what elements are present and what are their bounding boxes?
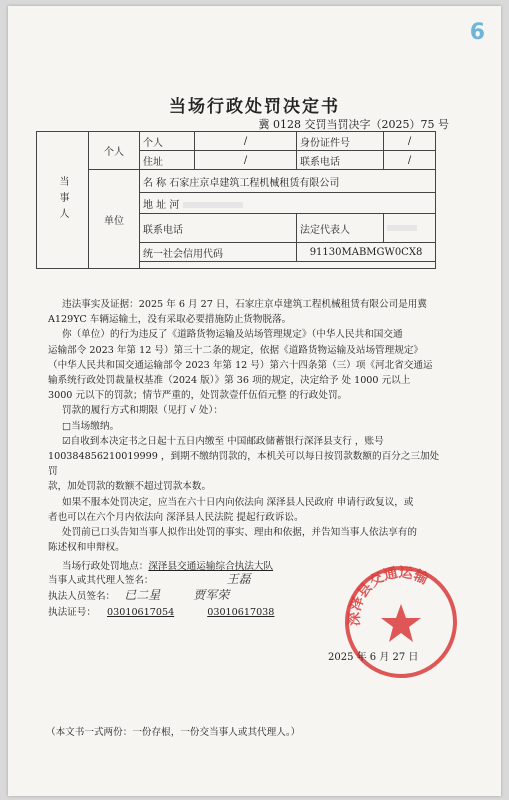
unit-legal-rep-label: 法定代表人 — [297, 214, 384, 243]
payment-title: 罚款的履行方式和期限（见打 √ 处）： — [62, 405, 223, 417]
unit-address-label: 地 址 — [143, 199, 167, 211]
unit-name-label: 名 称 — [143, 177, 167, 189]
footer-note: （本文书一式两份：一份存根，一份交当事人或其代理人。） — [46, 727, 301, 738]
unit-name-row — [140, 170, 436, 193]
violation-line: 你（单位）的行为违反了《道路货物运输及站场管理规定》（中华人民共和国交通 — [62, 329, 403, 341]
cert-number-1: 03010617054 — [107, 607, 175, 618]
individual-phone-label: 联系电话 — [297, 151, 384, 170]
party-info-table — [36, 131, 436, 269]
officer-signature-label: 执法人员签名： — [48, 591, 116, 602]
svg-text:深泽县交通运输 — [346, 564, 431, 626]
officer-signature-row — [48, 586, 229, 603]
payment-line: 款，加处罚款的数额不超过罚款本数。 — [48, 481, 212, 493]
individual-address-value: / — [195, 151, 297, 170]
violation-line: 运输部令 2023 年第 12 号）第三十二条的规定，依据《道路货物运输及站场管理规定》 — [48, 344, 424, 356]
payment-option-bank: ☑自收到本决定书之日起十五日内缴至 中国邮政储蓄银行深泽县支行 ，账号 — [62, 435, 384, 447]
unit-credit-code-value: 91130MABMGW0CX8 — [297, 243, 436, 262]
cert-label: 执法证号： — [48, 607, 96, 618]
fact-line: A129YC 车辆运输土，没有采取必要措施防止货物脱落。 — [48, 314, 292, 326]
document-title: 当场行政处罚决定书 — [169, 97, 340, 117]
appeal-line: 陈述权和申辩权。 — [48, 542, 125, 554]
cert-number-2: 03010617038 — [207, 607, 275, 618]
unit-address-value: 河 — [169, 199, 180, 211]
official-seal — [341, 562, 461, 682]
violation-line: 3000 元以下的罚款；情节严重的，处罚款壹仟伍佰元整 的行政处罚。 — [48, 390, 348, 402]
individual-name-value: / — [195, 132, 297, 151]
fact-line: 违法事实及证据：2025 年 6 月 27 日，石家庄京卓建筑工程机械租赁有限公司是用冀 — [62, 299, 427, 310]
individual-name-label: 个人 — [140, 132, 195, 151]
location-label: 当场行政处罚地点： — [62, 561, 149, 573]
party-signature-label: 当事人或其代理人签名： — [48, 575, 154, 586]
individual-phone-value: / — [384, 151, 436, 170]
unit-section-label: 单位 — [89, 170, 140, 269]
unit-name-value: 石家庄京卓建筑工程机械租赁有限公司 — [169, 177, 340, 189]
payment-option-onsite: □当场缴纳。 — [62, 420, 120, 432]
document-page — [8, 6, 501, 796]
decision-body — [48, 297, 448, 575]
individual-section-label: 个人 — [89, 132, 140, 170]
redacted-legal-rep — [387, 225, 417, 231]
officer-signature-2: 贾军荣 — [193, 588, 230, 602]
individual-id-label: 身份证件号 — [297, 132, 384, 151]
individual-address-label: 住址 — [140, 151, 195, 170]
payment-line: 100384856210019999 ，到期不缴纳罚款的，本机关可以每日按罚款数额的百分之三加处罚 — [48, 451, 440, 478]
party-signature: 王磊 — [226, 572, 251, 586]
seal-star-icon — [381, 604, 421, 642]
party-label: 当事人 — [37, 132, 89, 269]
appeal-line: 者也可以在六个月内依法向 深泽县人民法院 提起行政诉讼。 — [48, 511, 304, 523]
appeal-line: 如果不服本处罚决定，应当在六十日内向依法向 深泽县人民政府 申请行政复议，或 — [62, 496, 414, 508]
table-spacer — [140, 262, 436, 269]
redacted-address — [183, 202, 243, 208]
officer-signature-1: 已二星 — [124, 588, 161, 602]
individual-id-value: / — [384, 132, 436, 151]
party-signature-row — [48, 570, 251, 587]
violation-line: 输系统行政处罚裁量权基准（2024 版）》第 36 项的规定，决定给予 处 1000 元以上 — [48, 375, 411, 387]
seal-text: 深泽县交通运输 — [346, 564, 431, 626]
document-number: 冀 0128 交罚当罚决字（2025）75 号 — [258, 118, 449, 131]
unit-address-row — [140, 193, 436, 214]
unit-credit-code-label: 统一社会信用代码 — [140, 243, 297, 262]
unit-phone-label: 联系电话 — [140, 214, 297, 243]
page-number: 6 — [469, 20, 485, 45]
violation-line: （中华人民共和国交通运输部令 2023 年第 12 号）第六十四条第（三）项《河北省交通运 — [48, 359, 433, 371]
appeal-line: 处罚前已口头告知当事人拟作出处罚的事实、理由和依据，并告知当事人依法享有的 — [62, 527, 417, 539]
unit-legal-rep-value — [384, 214, 436, 243]
location-value: 深泽县交通运输综合执法大队 — [148, 561, 274, 573]
cert-row — [48, 604, 274, 618]
decision-date: 2025 年 6 月 27 日 — [328, 652, 419, 663]
